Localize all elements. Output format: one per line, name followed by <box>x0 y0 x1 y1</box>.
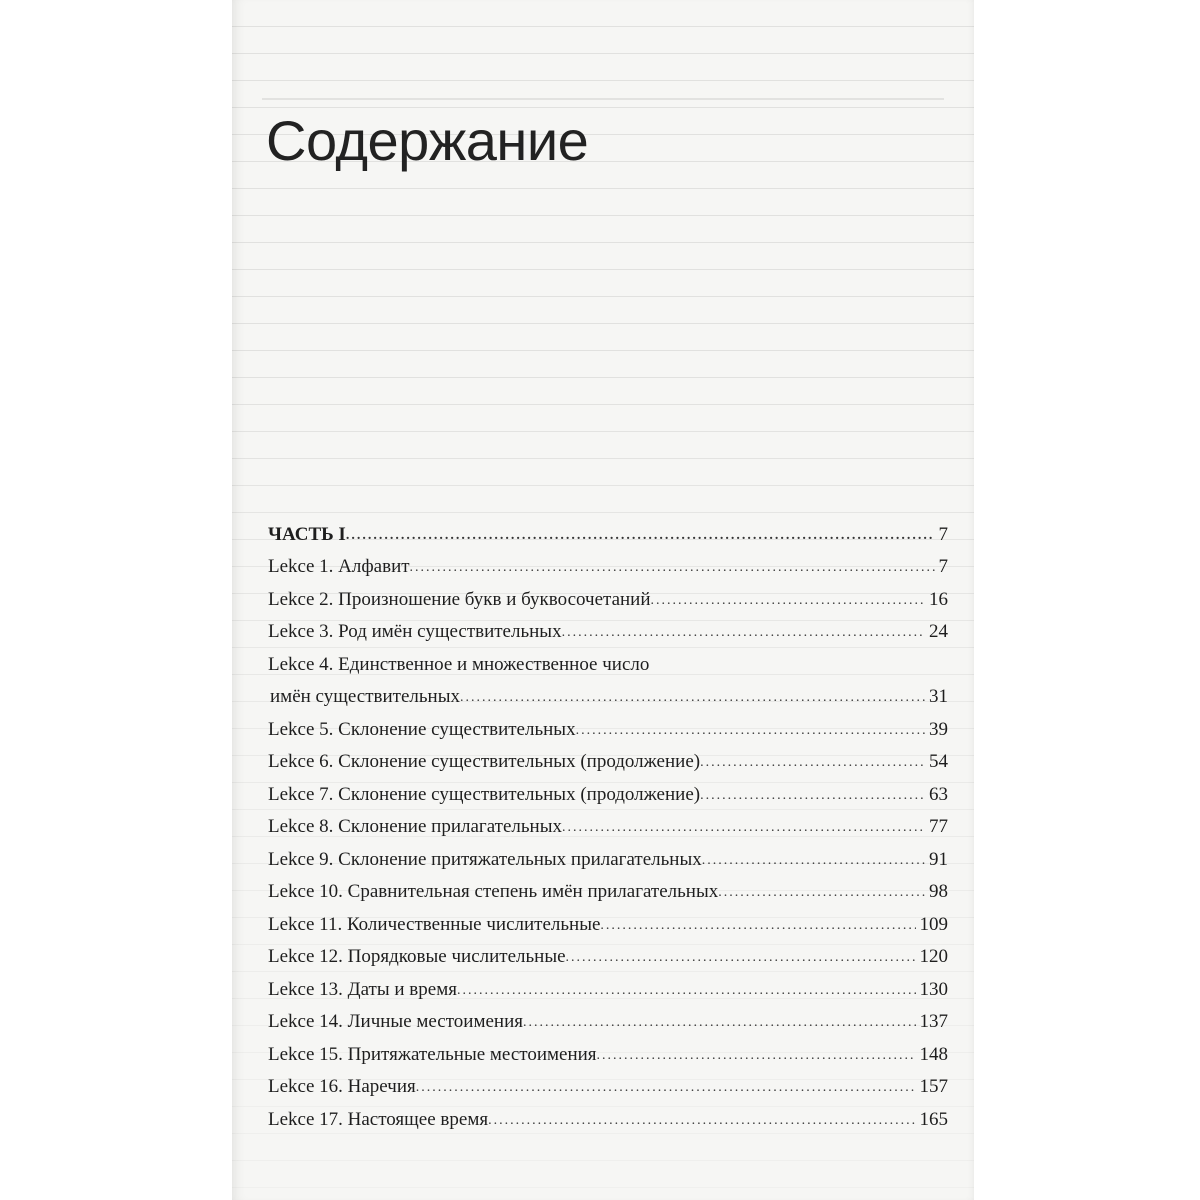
toc-entry-label: Lekce 7. Склонение существительных (продолжение) <box>268 783 701 805</box>
toc-page-number: 137 <box>919 1011 948 1032</box>
toc-page-number: 39 <box>929 718 948 740</box>
toc-entry <box>268 1100 948 1133</box>
toc-leader-dots <box>562 626 925 643</box>
toc-page-number: 120 <box>919 946 948 967</box>
toc-page-number: 63 <box>929 783 948 805</box>
toc-leader-dots <box>410 561 935 578</box>
toc-entry-label: Lekce 11. Количественные числительные <box>268 913 601 935</box>
toc-entry <box>268 938 948 971</box>
toc-entry <box>268 710 948 743</box>
bleed-through-header-rule <box>262 98 944 100</box>
toc-entry-label: Lekce 13. Даты и время <box>268 978 457 1000</box>
toc-page-number: 77 <box>929 816 948 837</box>
toc-page-number: 98 <box>929 881 948 902</box>
toc-entry-label: Lekce 12. Порядковые числительные <box>268 946 566 967</box>
toc-entry <box>268 840 948 873</box>
toc-page-number: 130 <box>919 978 948 1000</box>
toc-leader-dots <box>700 789 925 806</box>
toc-entry-label-line1: Lekce 4. Единственное и множественное число <box>268 654 650 675</box>
toc-entry <box>268 873 948 906</box>
toc-entry-label: Lekce 8. Склонение прилагательных <box>268 816 562 837</box>
toc-leader-dots <box>718 886 925 903</box>
toc-entry-label: Lekce 9. Склонение притяжательных прилагательных <box>268 848 702 870</box>
toc-page-number: 109 <box>919 913 948 935</box>
toc-entry <box>268 775 948 808</box>
toc-leader-dots <box>523 1016 916 1033</box>
toc-leader-dots <box>576 724 925 741</box>
toc-entry <box>268 613 948 646</box>
toc-page-number: 91 <box>929 848 948 870</box>
toc-page-number: 16 <box>929 588 948 610</box>
toc-entry <box>268 580 948 613</box>
toc-leader-dots <box>457 984 916 1001</box>
toc-entry <box>268 905 948 938</box>
toc-leader-dots <box>597 1049 916 1066</box>
toc-leader-dots <box>488 1114 915 1131</box>
toc-part-heading <box>268 515 948 548</box>
toc-entry-label: Lekce 3. Род имён существительных <box>268 621 562 642</box>
toc-leader-dots <box>346 529 935 546</box>
toc-entry-label: Lekce 17. Настоящее время <box>268 1108 489 1130</box>
toc-leader-dots <box>600 919 915 936</box>
toc-entry-line2 <box>268 686 948 708</box>
toc-entry-label: Lekce 2. Произношение букв и буквосочетаний <box>268 588 651 610</box>
toc-entry <box>268 548 948 581</box>
toc-entry-label: Lekce 1. Алфавит <box>268 556 410 577</box>
toc-entry <box>268 1035 948 1068</box>
toc-entry <box>268 743 948 776</box>
toc-page-number: 148 <box>919 1043 948 1065</box>
toc-entry-label: Lekce 10. Сравнительная степень имён прилагательных <box>268 881 719 902</box>
toc-leader-dots <box>566 951 916 968</box>
toc-entry <box>268 970 948 1003</box>
toc-entry-label: Lekce 6. Склонение существительных (продолжение) <box>268 751 701 772</box>
toc-page-number: 165 <box>919 1108 948 1130</box>
toc-leader-dots <box>416 1081 916 1098</box>
toc-page-number: 24 <box>929 621 948 642</box>
toc-leader-dots <box>460 691 925 708</box>
toc-page-number: 7 <box>938 523 948 545</box>
toc-leader-dots <box>702 854 925 871</box>
toc-entry-label: Lekce 16. Наречия <box>268 1076 416 1097</box>
toc-page-number: 31 <box>929 686 948 707</box>
toc-entry <box>268 645 948 710</box>
toc-entry-label: Lekce 5. Склонение существительных <box>268 718 576 740</box>
toc-leader-dots <box>651 594 925 611</box>
toc-entry-label-line2: имён существительных <box>270 686 460 707</box>
table-of-contents <box>268 515 948 1133</box>
toc-entry <box>268 1003 948 1036</box>
toc-page-number: 157 <box>919 1076 948 1097</box>
toc-page-number: 7 <box>938 556 948 577</box>
page-title: Содержание <box>266 109 589 172</box>
toc-entry-label: Lekce 15. Притяжательные местоимения <box>268 1043 597 1065</box>
toc-leader-dots <box>700 756 925 773</box>
toc-leader-dots <box>562 821 925 838</box>
toc-page-number: 54 <box>929 751 948 772</box>
toc-entry <box>268 1068 948 1101</box>
toc-part-label: ЧАСТЬ I <box>268 523 346 545</box>
toc-entry <box>268 808 948 841</box>
toc-entry-label: Lekce 14. Личные местоимения <box>268 1011 523 1032</box>
